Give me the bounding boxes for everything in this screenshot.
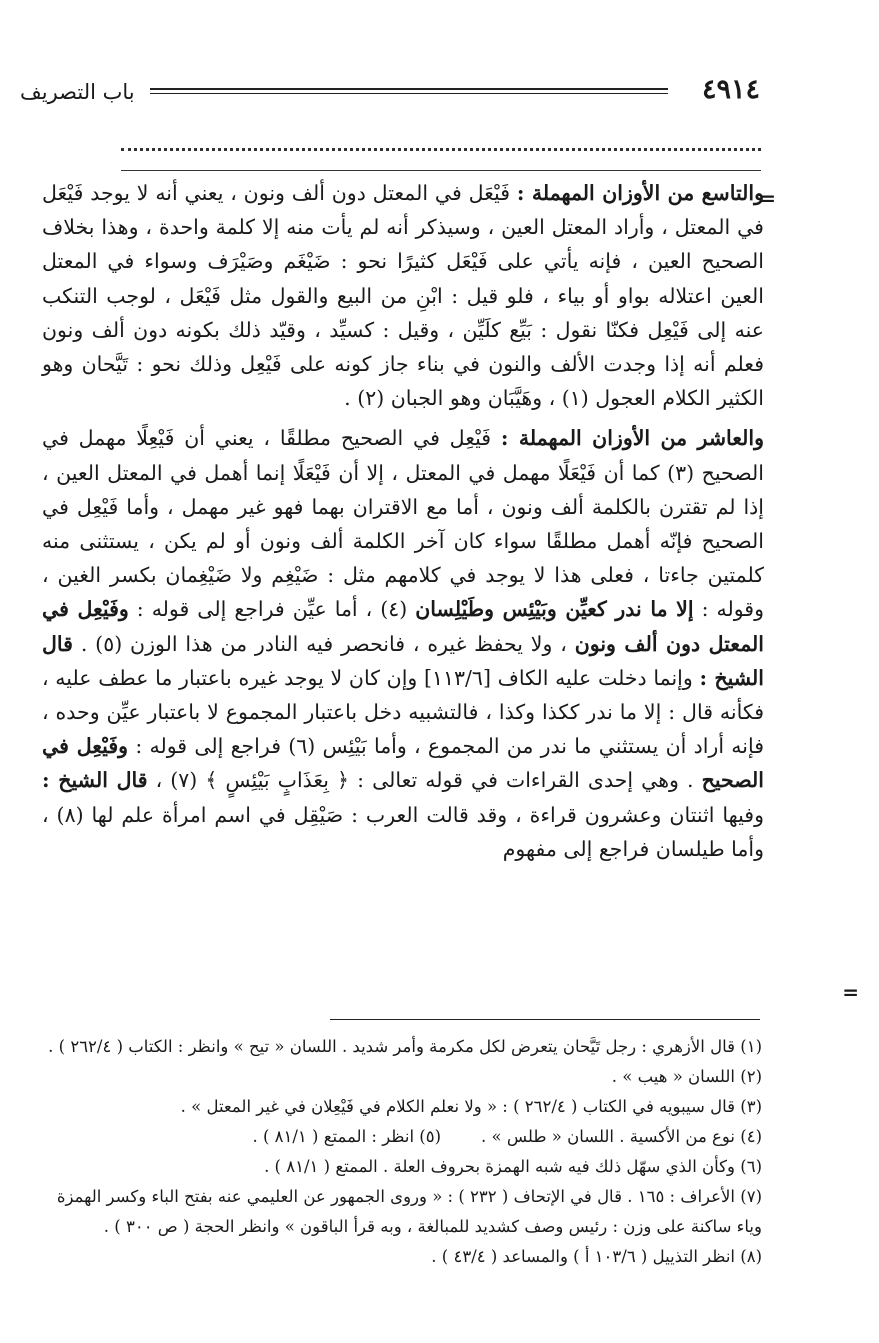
footnote-8: (٨) انظر التذييل ( ١٠٣/٦ أ ) والمساعد ( ٤٣/٤ ) . xyxy=(431,1247,762,1266)
main-text xyxy=(42,176,764,868)
footnote-6: (٦) وكأن الذي سهّل ذلك فيه شبه الهمزة بحروف العلة . الممتع ( ٨١/١ ) . xyxy=(264,1157,762,1176)
sheikh-label: قال الشيخ : xyxy=(42,768,148,793)
paragraph-text: وفيها اثنتان وعشرون قراءة ، وقد قالت العرب : صَيْقِل في اسم امرأة علم لها (٨) ، وأما طيلسان فراجع إلى مفهوم xyxy=(42,802,764,861)
sheikh-label: قال الشيخ : xyxy=(42,631,764,690)
header-rule xyxy=(150,88,668,94)
running-header xyxy=(20,72,760,112)
dotted-separator xyxy=(121,138,761,151)
footnote-5: (٥) انظر : الممتع ( ٨١/١ ) . xyxy=(252,1127,442,1146)
paragraph-text: وإنما دخلت عليه الكاف [١١٣/٦] وإن كان لا يوجد غيره باعتبار ما عطف عليه ، فكأنه قال : إلا ما ندر ككذا وكذا ، فالتشبيه دخل باعتبار المجموع لا باعتبار عيِّن وحده ، فإنه أراد أن يستثني ما ندر من المجموع ، وأما بَيْئِس (٦) فراجع إلى قوله : xyxy=(42,665,764,759)
continuation-mark-start: = xyxy=(759,186,776,210)
quoted-text: إلا ما ندر كعيِّن وبَيْئِس وطَيْلِسان xyxy=(415,597,694,622)
paragraph-text: فَيْعَل في المعتل دون ألف ونون ، يعني أنه لا يوجد فَيْعَل في المعتل ، وأراد المعتل العين ، وسيذكر أنه لم يأت منه إلا كلمة واحدة ، وهذا بخلاف الصحيح العين ، فإنه يأتي على فَيْعَل كثيرًا نحو : ضَيْغَم وصَيْرَف وسواء في المعتل العين اعتلاله بواو أو بياء ، فلو قيل : ابْنِ من البيع والقول مثل فَيْعَل ، لوجب التنكب عنه إلى فَيْعِل فكنّا نقول : بَيِّع كلَيِّن ، وقيل : كسيِّد ، وقيّد ذلك بكونه دون ألف ونون فعلم أنه إذا وجدت الألف والنون في بناء جاز كونه على فَيْعِل وذلك نحو : تَيَّحان وهو الكثير الكلام العجول (١) ، وهَيَّبَان وهو الجبان (٢) . xyxy=(42,181,764,411)
chapter-title: باب التصريف xyxy=(20,80,135,104)
footnote-3: (٣) قال سيبويه في الكتاب ( ٢٦٢/٤ ) : « ولا نعلم الكلام في فَيْعِلان في غير المعتل » . xyxy=(180,1097,762,1116)
paragraph-text: ، ولا يحفظ غيره ، فانحصر فيه النادر من هذا الوزن (٥) . xyxy=(80,631,567,656)
paragraph-text: . وهي إحدى القراءات في قوله تعالى : ﴿ بِعَذَابٍ بَيْئِسٍ ﴾ (٧) ، xyxy=(155,768,694,793)
quoted-text: وفَيْعِل في الصحيح xyxy=(42,734,764,793)
paragraph-text: فَيْعِل في الصحيح مطلقًا ، يعني أن فَيْعِلًا مهمل في الصحيح (٣) كما أن فَيْعَلًا مهمل في المعتل ، إلا أن فَيْعَلًا إنما أهمل في المعتل العين ، إذا لم تقترن بالكلمة ألف ونون ، أما مع الاقتران بهما فهو غير مهمل ، وأما فَيْعِل في الصحيح فإنّه أهمل مطلقًا سواء كان آخر الكلمة ألف ونون أو لم يكن ، يستثنى منه كلمتين جاءتا ، فعلى هذا لا يوجد في كلامهم مثل : ضَيْغِم ولا ضَيْغِمان بكسر الغين ، وقوله : xyxy=(42,426,764,622)
quoted-text: وفَيْعِل في المعتل دون ألف ونون xyxy=(42,597,764,656)
page-number: ٤٩١٤ xyxy=(701,74,760,105)
paragraph-lead: والعاشر من الأوزان المهملة : xyxy=(500,426,764,451)
footnote-separator xyxy=(330,1019,760,1020)
footnote-row xyxy=(48,1122,762,1152)
paragraph-text: (٤) ، أما عيِّن فراجع إلى قوله : xyxy=(136,597,408,622)
footnote-2: (٢) اللسان « هيب » . xyxy=(611,1067,762,1086)
footnote-4: (٤) نوع من الأكسية . اللسان « طلس » . xyxy=(481,1127,762,1146)
footnote-7: (٧) الأعراف : ١٦٥ . قال في الإتحاف ( ٢٣٢ ) : « وروى الجمهور عن العليمي عنه بفتح الباء وكسر الهمزة وياء ساكنة على وزن : رئيس وصف كشديد للمبالغة ، وبه قرأ الباقون » وانظر الحجة ( ص ٣٠٠ ) . xyxy=(56,1187,762,1236)
paragraph-ninth-pattern xyxy=(42,176,764,415)
separator-line xyxy=(121,170,761,171)
footnotes xyxy=(48,1032,762,1272)
continuation-mark-end: = xyxy=(842,980,859,1004)
paragraph-tenth-pattern xyxy=(42,421,764,866)
footnote-1: (١) قال الأزهري : رجل تَيَّحان يتعرض لكل مكرمة وأمر شديد . اللسان « تيح » وانظر : الكتاب ( ٢٦٢/٤ ) . xyxy=(48,1037,762,1056)
paragraph-lead: والتاسع من الأوزان المهملة : xyxy=(516,181,764,205)
